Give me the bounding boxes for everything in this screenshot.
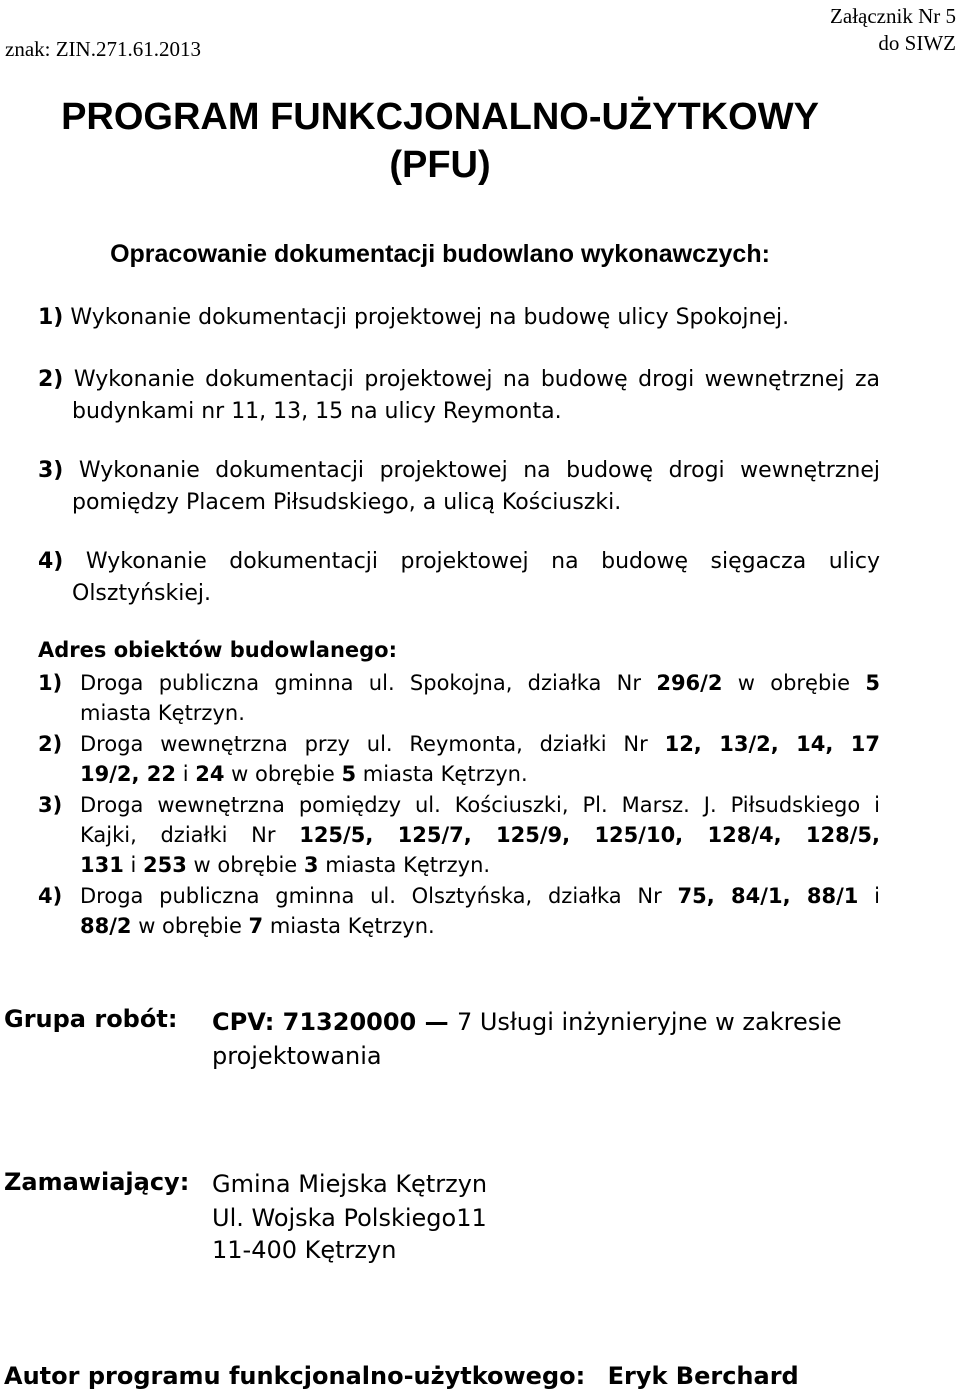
task-text: Wykonanie dokumentacji projektowej na budowę drogi wewnętrznej za [73, 367, 880, 392]
orderer-city: 11-400 Kętrzyn [212, 1236, 397, 1264]
task-text-cont: budynkami nr 11, 13, 15 na ulicy Reymonta. [72, 399, 562, 424]
task-text: Wykonanie dokumentacji projektowej na budowę drogi wewnętrznej [78, 458, 880, 483]
parcel-number: 88/2 [80, 914, 132, 938]
address-text: i [123, 853, 144, 877]
address-item-4 [38, 881, 880, 941]
parcel-number: 24 [195, 762, 225, 786]
document-title-abbrev: (PFU) [389, 144, 491, 186]
parcel-numbers: 75, 84/1, 88/1 [677, 884, 859, 908]
parcel-number: 131 [80, 853, 124, 877]
address-number: 3) [38, 793, 63, 817]
address-text: i [858, 884, 880, 908]
document-reference: znak: ZIN.271.61.2013 [5, 37, 201, 61]
author-label: Autor programu funkcjonalno-użytkowego: [4, 1362, 586, 1390]
task-number: 1) [38, 305, 64, 330]
precinct-number: 3 [303, 853, 319, 877]
address-text: miasta Kętrzyn. [356, 762, 528, 786]
cpv-dash: — [416, 1008, 457, 1036]
parcel-numbers: 125/5, 125/7, 125/9, 125/10, 128/4, 128/5, [299, 823, 880, 847]
address-text: Kajki, działki Nr [80, 823, 300, 847]
orderer-label: Zamawiający: [4, 1168, 190, 1196]
work-group-value [212, 1005, 852, 1073]
address-text: w obrębie [722, 671, 866, 695]
orderer-street: Ul. Wojska Polskiego11 [212, 1204, 487, 1232]
work-group-label: Grupa robót: [4, 1005, 178, 1033]
address-item-2 [38, 729, 880, 789]
parcel-numbers: 12, 13/2, 14, 17 [664, 732, 881, 756]
attachment-label-line1: Załącznik Nr 5 [830, 4, 956, 28]
task-text-cont: Olsztyńskiej. [72, 581, 211, 606]
precinct-number: 5 [341, 762, 357, 786]
address-item-1 [38, 668, 880, 728]
task-text: Wykonanie dokumentacji projektowej na budowę ulicy Spokojnej. [70, 305, 790, 330]
address-text: Droga publiczna gminna ul. Spokojna, działka Nr [80, 671, 657, 695]
address-text: miasta Kętrzyn. [318, 853, 491, 877]
address-text: Droga wewnętrzna pomiędzy ul. Kościuszki, Pl. Marsz. J. Piłsudskiego i [80, 793, 880, 817]
document-subtitle: Opracowanie dokumentacji budowlano wykonawczych: [110, 240, 770, 268]
address-text: w obrębie [186, 853, 304, 877]
task-item-1 [38, 302, 880, 334]
attachment-label [830, 3, 956, 57]
task-item-3 [38, 455, 880, 519]
task-number: 3) [38, 458, 64, 483]
address-text: Droga wewnętrzna przy ul. Reymonta, działki Nr [80, 732, 665, 756]
address-number: 2) [38, 732, 63, 756]
address-text: w obrębie [131, 914, 249, 938]
address-number: 1) [38, 671, 63, 695]
author-name: Eryk Berchard [607, 1362, 799, 1390]
cpv-code: CPV: 71320000 [212, 1008, 417, 1036]
task-text: Wykonanie dokumentacji projektowej na budowę sięgacza ulicy [85, 549, 880, 574]
address-text: w obrębie [224, 762, 342, 786]
address-text: Droga publiczna gminna ul. Olsztyńska, działka Nr [80, 884, 678, 908]
address-text: miasta Kętrzyn. [263, 914, 435, 938]
address-text: miasta Kętrzyn. [80, 701, 245, 725]
attachment-label-line2: do SIWZ [878, 31, 956, 55]
parcel-number: 296/2 [656, 671, 723, 695]
task-number: 2) [38, 367, 64, 392]
cpv-description-cont: projektowania [212, 1042, 382, 1070]
task-item-4 [38, 546, 880, 610]
task-number: 4) [38, 549, 64, 574]
task-item-2 [38, 364, 880, 428]
precinct-number: 7 [248, 914, 264, 938]
document-title: PROGRAM FUNKCJONALNO-UŻYTKOWY [61, 96, 819, 138]
parcel-number: 253 [143, 853, 187, 877]
address-number: 4) [38, 884, 63, 908]
author-line [4, 1362, 799, 1390]
task-text-cont: pomiędzy Placem Piłsudskiego, a ulicą Kościuszki. [72, 490, 622, 515]
address-item-3 [38, 790, 880, 880]
orderer-name: Gmina Miejska Kętrzyn [212, 1170, 488, 1198]
address-text: i [176, 762, 196, 786]
cpv-description: 7 Usługi inżynieryjne w zakresie [456, 1008, 842, 1036]
parcel-numbers: 19/2, 22 [80, 762, 177, 786]
addresses-heading: Adres obiektów budowlanego: [38, 638, 397, 662]
precinct-number: 5 [865, 671, 880, 695]
